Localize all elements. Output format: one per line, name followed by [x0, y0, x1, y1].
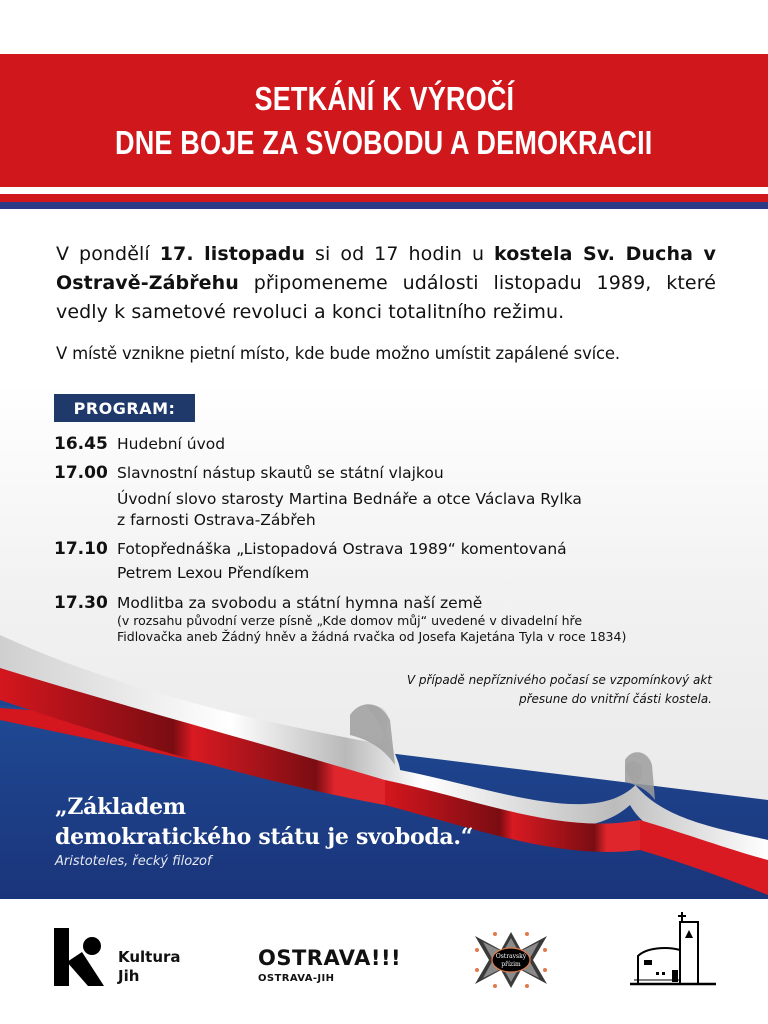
stripe-blue — [0, 202, 768, 209]
intro-text: si od 17 hodin u — [305, 243, 495, 265]
program-desc: Fotopřednáška „Listopadová Ostrava 1989“ komentovaná — [117, 540, 567, 558]
ostrava-jih-label: OSTRAVA-JIH — [258, 973, 335, 984]
header-banner — [0, 54, 768, 187]
page-title-line2: DNE BOJE ZA SVOBODU A DEMOKRACII — [115, 123, 653, 161]
program-note-line: (v rozsahu původní verze písně „Kde domov můj“ uvedené v divadelní hře — [117, 613, 583, 628]
star-ornament-icon — [473, 930, 549, 990]
program-desc: Hudební úvod — [117, 435, 226, 453]
fest-line2: přízim — [501, 961, 521, 968]
page-title-line1: SETKÁNÍ K VÝROČÍ — [254, 79, 514, 117]
quote — [55, 792, 473, 852]
program-desc: Modlitba za svobodu a státní hymna naší země — [117, 594, 483, 612]
intro-location: kostela Sv. Ducha v Ostravě-Zábřehu — [56, 243, 716, 294]
program-label: PROGRAM: — [54, 394, 195, 422]
weather-note-line1: V případě nepříznivého počasí se vzpomínkový akt — [406, 673, 712, 687]
intro-text: připomeneme události listopadu 1989, které vedly k sametové revoluci a konci totalitního režimu. — [56, 272, 716, 323]
fest-line1: Ostravský — [495, 953, 527, 960]
memorial-note: V místě vznikne pietní místo, kde bude možno umístit zapálené svíce. — [56, 344, 620, 363]
church-icon — [626, 912, 718, 988]
intro-paragraph — [56, 240, 716, 327]
program-desc: Slavnostní nástup skautů se státní vlajkou — [117, 464, 444, 482]
stripe-red — [0, 194, 768, 202]
jih-label: Jih — [118, 967, 140, 985]
program-time: 17.10 — [54, 539, 108, 559]
intro-text: V pondělí — [56, 243, 160, 265]
quote-line2: demokratického státu je svoboda.“ — [55, 824, 474, 850]
quote-line1: „Základem — [55, 794, 186, 820]
kultura-label: Kultura — [118, 948, 181, 966]
program-desc: Petrem Lexou Přendíkem — [117, 564, 310, 582]
stripe-white — [0, 187, 768, 194]
program-time: 17.00 — [54, 463, 108, 483]
kultura-jih-logo-text — [118, 948, 181, 986]
program-time: 17.30 — [54, 593, 108, 613]
program-desc: z farnosti Ostrava-Zábřeh — [117, 511, 316, 529]
weather-note-line2: přesune do vnitřní části kostela. — [519, 692, 712, 706]
k-logo-icon — [54, 928, 106, 988]
program-note-line: Fidlovačka aneb Žádný hněv a žádná rvačka od Josefa Kajetána Tyla v roce 1834) — [117, 629, 627, 644]
weather-note — [352, 671, 712, 709]
quote-author: Aristoteles, řecký filozof — [55, 854, 212, 869]
intro-date: 17. listopadu — [159, 243, 306, 265]
program-time: 16.45 — [54, 434, 108, 454]
ostrava-logo-text: OSTRAVA!!! — [258, 946, 402, 970]
program-desc: Úvodní slovo starosty Martina Bednáře a otce Václava Rylka — [117, 490, 582, 508]
